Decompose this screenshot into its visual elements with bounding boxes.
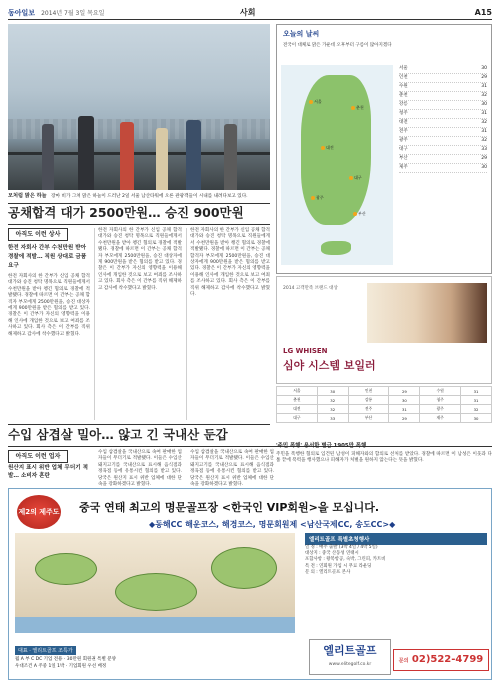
- body-article-1-col-2: 한전 자회사의 한 간부가 신입 공채 합격 대가와 승진 청탁 명목으로 직원들에게서 수천만원을 받아 챙긴 혐의로 경찰에 적발됐다. 경찰에 따르면 이 간부는 공채 합격자 부모에게 2500만원을, 승진 대상자에게 900만원을 받은 혐의를 받고 있다. 경찰은 이 간부가 자신의 영향력을 이용해 인사에 개입한 것으로 보고 여죄를 조사하고 있다. 회사 측은 이 간부를 직위 해제하고 감사에 착수했다고 밝혔다.: [98, 228, 182, 291]
- temp-row: 인천 29: [399, 74, 487, 83]
- temp-row: 청주 31: [399, 110, 487, 119]
- price-label: 대표 · 엘리트골프 조특가: [15, 646, 76, 655]
- temp-row: 광주 32: [399, 137, 487, 146]
- kicker-article-2: 아직도 이런 업자: [8, 450, 68, 463]
- sea-strip: [15, 617, 295, 633]
- sun-icon: [351, 106, 355, 110]
- newspaper-logo: 동아일보: [8, 8, 36, 17]
- ad-subtitle: ◆동해CC 해운코스, 해경코스, 명문회원제 <남산국제CC, 송도CC>◆: [149, 520, 396, 529]
- event-row: 포함사항 : 왕복항공, 숙박, 그린피, 카트비: [305, 557, 386, 563]
- sun-icon: [321, 146, 325, 150]
- map-city: 부산: [353, 211, 366, 217]
- sun-icon: [349, 176, 353, 180]
- course-area: [211, 547, 277, 589]
- caption-text: 장마 비가 그쳐 맑은 하늘이 드러난 2일 서울 남산타워에 오른 관광객들이 시내를 내려다보고 있다.: [51, 194, 248, 199]
- phone-number: 문의 02)522-4799: [393, 649, 489, 671]
- course-area: [35, 553, 97, 585]
- column-kicker: '주민 폭행' 용서한 별급 1905만 폭행: [276, 443, 367, 449]
- headline-article-1: 공채합격 대가 2500만원… 승진 900만원: [8, 205, 244, 220]
- body-article-2-col-1: 수입 삼겹살을 국내산으로 속여 판매한 업자들이 무더기로 적발됐다. 이들은 수입산 돼지고기를 국내산으로 표시해 음식점과 정육점 등에 유통시킨 혐의를 받고 있다. 당국은 원산지 표시 위반 업체에 대한 단속을 강화하겠다고 밝혔다.: [98, 450, 182, 488]
- weather-subtitle: 전국이 대체로 맑은 가운데 오후부터 구름이 많아지겠다: [283, 43, 392, 48]
- map-city: 대전: [321, 145, 334, 151]
- person-silhouette: [120, 122, 134, 190]
- kicker-box: [8, 450, 68, 463]
- temp-row: 강릉 30: [399, 101, 487, 110]
- price-line: 월 A 부 C DC 기업 전용 · 30만원 회원권 특별 분양: [15, 657, 116, 662]
- korea-land: [301, 75, 371, 225]
- ad-headline: 심야 시스템 보일러: [283, 359, 376, 372]
- temp-row: 제주 30: [399, 164, 487, 173]
- person-silhouette: [156, 128, 168, 190]
- photo-caption: [8, 190, 270, 202]
- course-area: [115, 573, 197, 611]
- map-city: 춘천: [351, 105, 364, 111]
- sun-icon: [353, 212, 357, 216]
- body-article-2-col-2: 수입 삼겹살을 국내산으로 속여 판매한 업자들이 무더기로 적발됐다. 이들은 수입산 돼지고기를 국내산으로 표시해 음식점과 정육점 등에 유통시킨 혐의를 받고 있다. 당국은 원산지 표시 위반 업체에 대한 단속을 강화하겠다고 밝혔다.: [190, 450, 274, 488]
- golf-website: www.elitegolf.co.kr: [328, 662, 372, 667]
- column-rule: [94, 228, 95, 420]
- ad-event-info: [305, 533, 487, 633]
- weather-map: [281, 65, 393, 265]
- temp-row: 춘천 32: [399, 92, 487, 101]
- map-city: 광주: [311, 195, 324, 201]
- event-title: 엘리트골프 특별초청행사: [305, 533, 487, 545]
- subhead-article-2: 원산지 표시 위반 업체 무더기 적발… 소비자 혼란: [8, 465, 88, 479]
- person-silhouette: [186, 120, 201, 190]
- temp-row: 수원 31: [399, 83, 487, 92]
- map-city: 대구: [349, 175, 362, 181]
- ad-subtitle: 2014 고객만족 브랜드 대상: [283, 286, 338, 291]
- weather-box: [276, 24, 492, 274]
- golf-advertisement: [8, 488, 492, 680]
- golf-logo: 엘리트골프 www.elitegolf.co.kr: [309, 639, 391, 675]
- event-row: 문 의 : 엘리트골프 본사: [305, 569, 351, 575]
- ad-brand: LG WHISEN: [283, 347, 328, 355]
- stats-table: [276, 386, 492, 440]
- temp-row: 전주 31: [399, 128, 487, 137]
- temp-row: 서울 30: [399, 65, 487, 74]
- sun-icon: [311, 196, 315, 200]
- event-row: 특 전 : 연회원 가입 시 무료 라운딩: [305, 563, 372, 569]
- caption-label: 모처럼 맑은 하늘: [8, 193, 47, 199]
- price-line: 우대조건 A 주중 1일 1박 · 기업회원 우선 배정: [15, 664, 107, 669]
- kicker-article-1: 아직도 이런 상사: [8, 228, 68, 241]
- stats-table-grid: 서울 30 인천 29 수원 31 춘천 32 강릉 30 청주 31 대전 32 전주 31 광주 32 대구 33 부산 29 제주 30: [276, 386, 492, 423]
- news-photo: [8, 24, 270, 190]
- lg-whisen-ad: [276, 276, 492, 384]
- temp-row: 부산 29: [399, 155, 487, 164]
- page-header: [8, 6, 492, 20]
- ad-model-photo: [367, 283, 487, 343]
- issue-date: 2014년 7월 3일 목요일: [41, 10, 105, 17]
- body-article-1-col-3: 한전 자회사의 한 간부가 신입 공채 합격 대가와 승진 청탁 명목으로 직원들에게서 수천만원을 받아 챙긴 혐의로 경찰에 적발됐다. 경찰에 따르면 이 간부는 공채 합격자 부모에게 2500만원을, 승진 대상자에게 900만원을 받은 혐의를 받고 있다. 경찰은 이 간부가 자신의 영향력을 이용해 인사에 개입한 것으로 보고 여죄를 조사하고 있다. 회사 측은 이 간부를 직위 해제하고 감사에 착수했다고 밝혔다.: [190, 228, 270, 298]
- person-silhouette: [78, 116, 94, 190]
- weather-title: 오늘의 날씨: [283, 30, 320, 38]
- city-temp-list: [399, 65, 487, 173]
- body-article-1-col-1: 한전 자회사의 한 간부가 신입 공채 합격 대가와 승진 청탁 명목으로 직원들에게서 수천만원을 받아 챙긴 혐의로 경찰에 적발됐다. 경찰에 따르면 이 간부는 공채 합격자 부모에게 2500만원을, 승진 대상자에게 900만원을 받은 혐의를 받고 있다. 경찰은 이 간부가 자신의 영향력을 이용해 인사에 개입한 것으로 보고 여죄를 조사하고 있다. 회사 측은 이 간부를 직위 해제하고 감사에 착수했다고 밝혔다.: [8, 274, 90, 337]
- golf-course-map: [15, 533, 295, 633]
- temp-row: 대전 32: [399, 119, 487, 128]
- divider: [8, 224, 270, 225]
- ad-price-info: [15, 637, 305, 677]
- person-silhouette: [224, 124, 237, 190]
- event-row: 일 정 : 매주 출발 (3박 4일 / 4박 5일): [305, 545, 378, 550]
- subhead-article-1: 한전 자회사 간부 수천만원 받아 경찰에 적발… 직원 상대로 금품 요구: [8, 245, 87, 269]
- event-row: 대상지 : 중국 산동성 연태시: [305, 551, 359, 557]
- kicker-box: [8, 228, 68, 241]
- ad-title: 중국 연태 최고의 명문골프장 <한국인 VIP회원>을 모십니다.: [79, 501, 380, 514]
- ad-badge: 제2의 제주도: [17, 495, 61, 529]
- page-number: A15: [474, 8, 492, 17]
- jeju-land: [321, 241, 351, 255]
- section-title: 사회: [240, 8, 256, 17]
- column-rule: [186, 228, 187, 420]
- divider: [8, 424, 270, 425]
- sun-icon: [309, 100, 313, 104]
- map-city: 서울: [309, 99, 322, 105]
- temp-row: 대구 33: [399, 146, 487, 155]
- person-silhouette: [42, 124, 54, 190]
- column-body: 주민을 폭행한 혐의로 입건된 남성이 피해자와의 합의로 선처를 받았다. 경찰에 따르면 이 남성은 이웃과 다툼 끝에 폭력을 행사했으나 피해자가 처벌을 원하지 않는다는 뜻을 밝혔다.: [276, 452, 492, 464]
- headline-article-2: 수입 삼겹살 밀아… 않고 긴 국내산 둔갑: [8, 427, 228, 442]
